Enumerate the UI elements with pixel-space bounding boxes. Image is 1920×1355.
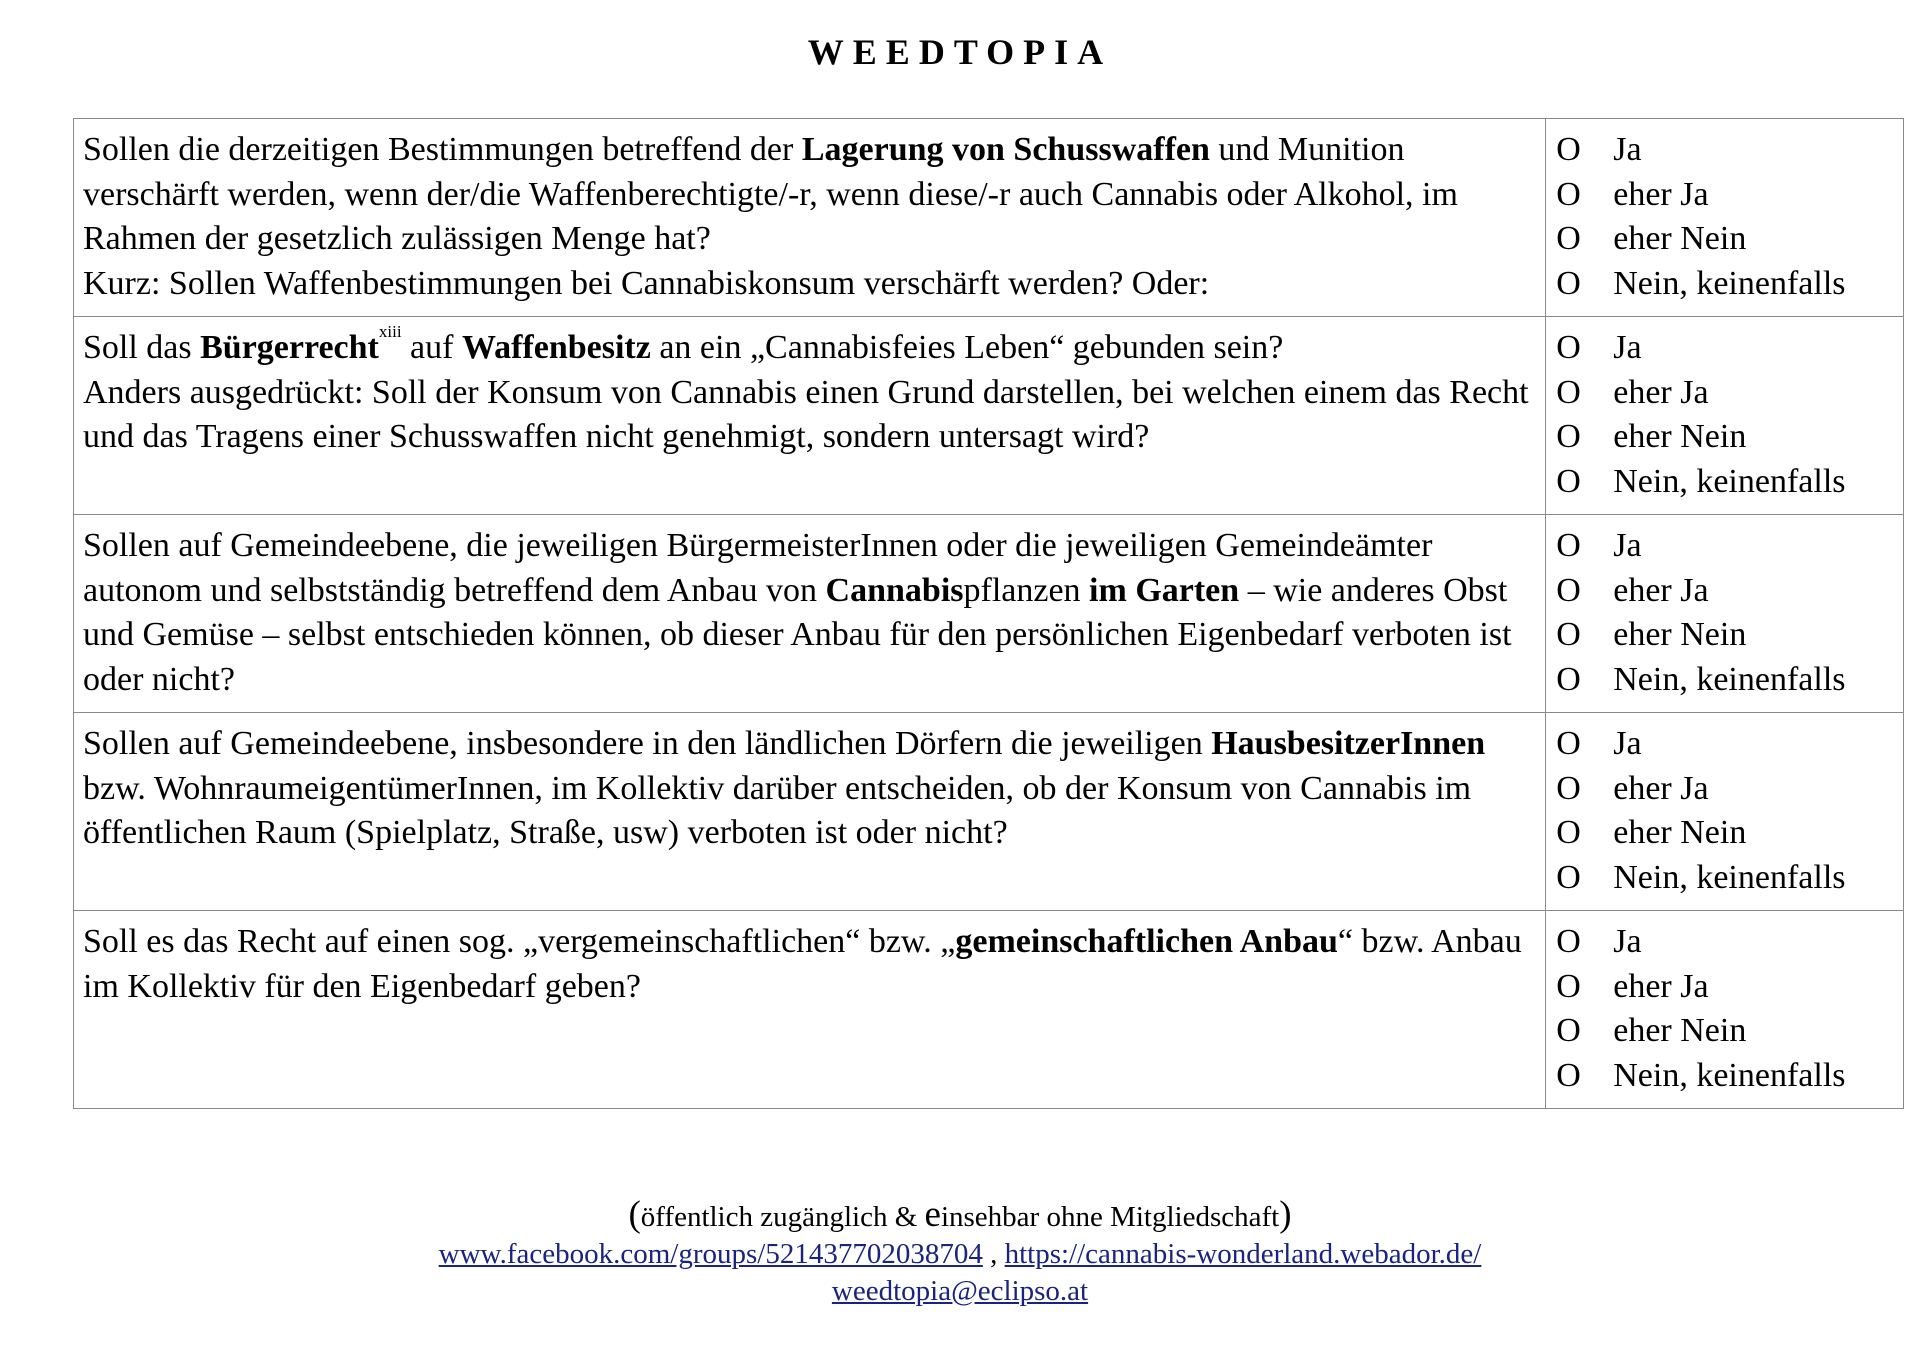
footer-links xyxy=(0,1236,1920,1273)
option-circle-icon[interactable]: O xyxy=(1556,967,1581,1005)
option-circle-icon[interactable]: O xyxy=(1556,418,1581,455)
option-circle-icon[interactable]: O xyxy=(1556,660,1581,698)
option-circle-icon[interactable]: O xyxy=(1556,462,1581,500)
answer-option[interactable] xyxy=(1556,262,1897,307)
answer-option[interactable] xyxy=(1556,767,1897,812)
option-circle-icon[interactable]: O xyxy=(1556,571,1581,609)
question-emphasis: Cannabis xyxy=(825,571,964,609)
question-segment: an ein „Cannabisfeies Leben“ gebunden sein? xyxy=(650,329,1284,366)
question-segment: Anders ausgedrückt: Soll der Konsum von Cannabis einen Grund darstellen, bei welchen einem das Recht und das Tragens einer Schusswaffen nicht genehmigt, sondern untersagt wird? xyxy=(83,373,1529,455)
question-row xyxy=(74,119,1904,317)
option-circle-icon[interactable]: O xyxy=(1556,220,1581,257)
answer-option[interactable] xyxy=(1556,326,1897,371)
option-circle-icon[interactable]: O xyxy=(1556,175,1581,213)
answer-option[interactable] xyxy=(1556,613,1897,658)
question-segment: – wie anderes Obst und Gemüse – selbst entschieden können, ob dieser Anbau für den persönlichen Eigenbedarf verboten ist oder nicht? xyxy=(83,571,1512,698)
answer-option[interactable] xyxy=(1556,217,1897,262)
answer-options xyxy=(1546,515,1904,713)
footer-note-start: öffentlich zugänglich & xyxy=(640,1201,925,1233)
question-segment: Kurz: Sollen Waffenbestimmungen bei Cannabiskonsum verschärft werden? Oder: xyxy=(83,264,1210,302)
answer-option[interactable] xyxy=(1556,128,1897,173)
answer-options xyxy=(1546,713,1904,911)
option-circle-icon[interactable]: O xyxy=(1556,264,1581,302)
option-label: eher Nein xyxy=(1613,1012,1747,1049)
answer-option[interactable] xyxy=(1556,460,1897,505)
footer xyxy=(0,1196,1920,1310)
question-segment: bzw. WohnraumeigentümerInnen, im Kollektiv darüber entscheiden, ob der Konsum von Cannabis im öffentlichen Raum (Spielplatz, Straße, usw) verboten ist oder nicht? xyxy=(83,769,1472,851)
footer-note xyxy=(0,1196,1920,1236)
option-circle-icon[interactable]: O xyxy=(1556,814,1581,851)
answer-option[interactable] xyxy=(1556,524,1897,569)
question-segment: pflanzen xyxy=(963,571,1090,609)
facebook-group-link[interactable]: www.facebook.com/groups/521437702038704 xyxy=(438,1238,983,1270)
option-label: Ja xyxy=(1613,527,1642,564)
option-label: eher Nein xyxy=(1613,220,1747,257)
option-label: Nein, keinenfalls xyxy=(1613,660,1846,698)
answer-option[interactable] xyxy=(1556,811,1897,856)
footer-note-end: insehbar ohne Mitgliedschaft xyxy=(940,1201,1280,1233)
footer-note-big-e: e xyxy=(924,1194,941,1235)
option-label: eher Ja xyxy=(1613,769,1709,807)
question-segment: Sollen auf Gemeindeebene, die jeweiligen BürgermeisterInnen oder die jeweiligen Gemeindeämter autonom und selbstständig betreffend dem Anbau von xyxy=(83,527,1433,609)
option-label: Ja xyxy=(1613,725,1642,762)
answer-option[interactable] xyxy=(1556,415,1897,460)
question-emphasis: Lagerung von Schusswaffen xyxy=(801,131,1210,168)
option-label: eher Nein xyxy=(1613,814,1747,851)
option-label: Nein, keinenfalls xyxy=(1613,462,1846,500)
option-label: Nein, keinenfalls xyxy=(1613,264,1846,302)
answer-option[interactable] xyxy=(1556,569,1897,614)
question-text xyxy=(74,911,1546,1109)
question-emphasis: Bürgerrecht xyxy=(200,329,379,366)
answer-options xyxy=(1546,317,1904,515)
option-circle-icon[interactable]: O xyxy=(1556,1012,1581,1049)
answer-options xyxy=(1546,911,1904,1109)
answer-option[interactable] xyxy=(1556,856,1897,901)
footer-link-separator: , xyxy=(982,1238,1005,1270)
answer-option[interactable] xyxy=(1556,920,1897,965)
question-emphasis: HausbesitzerInnen xyxy=(1211,725,1486,762)
answer-option[interactable] xyxy=(1556,1009,1897,1054)
page-title: WEEDTOPIA xyxy=(807,32,1113,72)
option-label: Ja xyxy=(1613,131,1642,168)
question-row xyxy=(74,317,1904,515)
option-circle-icon[interactable]: O xyxy=(1556,373,1581,411)
question-segment: “ bzw. Anbau im Kollektiv für den Eigenbedarf geben? xyxy=(83,923,1522,1005)
option-circle-icon[interactable]: O xyxy=(1556,329,1581,366)
question-segment: Sollen die derzeitigen Bestimmungen betreffend der xyxy=(83,131,802,168)
answer-option[interactable] xyxy=(1556,371,1897,416)
question-emphasis: Waffenbesitz xyxy=(461,329,651,366)
question-segment: auf xyxy=(401,329,462,366)
question-row xyxy=(74,713,1904,911)
option-label: eher Nein xyxy=(1613,616,1747,653)
question-emphasis: gemeinschaftlichen Anbau xyxy=(955,923,1338,960)
option-label: eher Ja xyxy=(1613,571,1709,609)
option-label: eher Ja xyxy=(1613,175,1709,213)
question-text xyxy=(74,317,1546,515)
answer-options xyxy=(1546,119,1904,317)
question-emphasis: im Garten xyxy=(1089,571,1240,609)
option-label: eher Ja xyxy=(1613,373,1709,411)
option-label: Nein, keinenfalls xyxy=(1613,1056,1846,1094)
option-circle-icon[interactable]: O xyxy=(1556,769,1581,807)
option-circle-icon[interactable]: O xyxy=(1556,923,1581,960)
footnote-marker: xiii xyxy=(378,322,402,341)
footer-paren-open: ( xyxy=(628,1194,641,1235)
option-circle-icon[interactable]: O xyxy=(1556,616,1581,653)
option-label: Ja xyxy=(1613,923,1642,960)
option-label: Ja xyxy=(1613,329,1642,366)
question-text xyxy=(74,119,1546,317)
answer-option[interactable] xyxy=(1556,658,1897,703)
option-label: eher Ja xyxy=(1613,967,1709,1005)
option-circle-icon[interactable]: O xyxy=(1556,131,1581,168)
question-row xyxy=(74,515,1904,713)
answer-option[interactable] xyxy=(1556,1054,1897,1099)
option-label: eher Nein xyxy=(1613,418,1747,455)
question-segment: Sollen auf Gemeindeebene, insbesondere in den ländlichen Dörfern die jeweiligen xyxy=(83,725,1212,762)
website-link[interactable]: https://cannabis-wonderland.webador.de/ xyxy=(1004,1238,1482,1270)
question-segment: und Munition verschärft werden, wenn der/die Waffenberechtigte/-r, wenn diese/-r auch Cannabis oder Alkohol, im Rahmen der gesetzlich zulässigen Menge hat? xyxy=(83,131,1458,257)
survey-table xyxy=(73,118,1904,1109)
answer-option[interactable] xyxy=(1556,965,1897,1010)
option-circle-icon[interactable]: O xyxy=(1556,725,1581,762)
question-text xyxy=(74,515,1546,713)
question-segment: Soll das xyxy=(83,329,201,366)
answer-option[interactable] xyxy=(1556,173,1897,218)
footer-email-row xyxy=(0,1273,1920,1310)
footer-paren-close: ) xyxy=(1279,1194,1292,1235)
question-segment: Soll es das Recht auf einen sog. „vergemeinschaftlichen“ bzw. „ xyxy=(83,923,956,960)
option-circle-icon[interactable]: O xyxy=(1556,858,1581,896)
answer-option[interactable] xyxy=(1556,722,1897,767)
option-circle-icon[interactable]: O xyxy=(1556,1056,1581,1094)
option-circle-icon[interactable]: O xyxy=(1556,527,1581,564)
question-row xyxy=(74,911,1904,1109)
question-text xyxy=(74,713,1546,911)
option-label: Nein, keinenfalls xyxy=(1613,858,1846,896)
email-link[interactable]: weedtopia@eclipso.at xyxy=(831,1275,1089,1307)
survey-table-body xyxy=(74,119,1904,1109)
